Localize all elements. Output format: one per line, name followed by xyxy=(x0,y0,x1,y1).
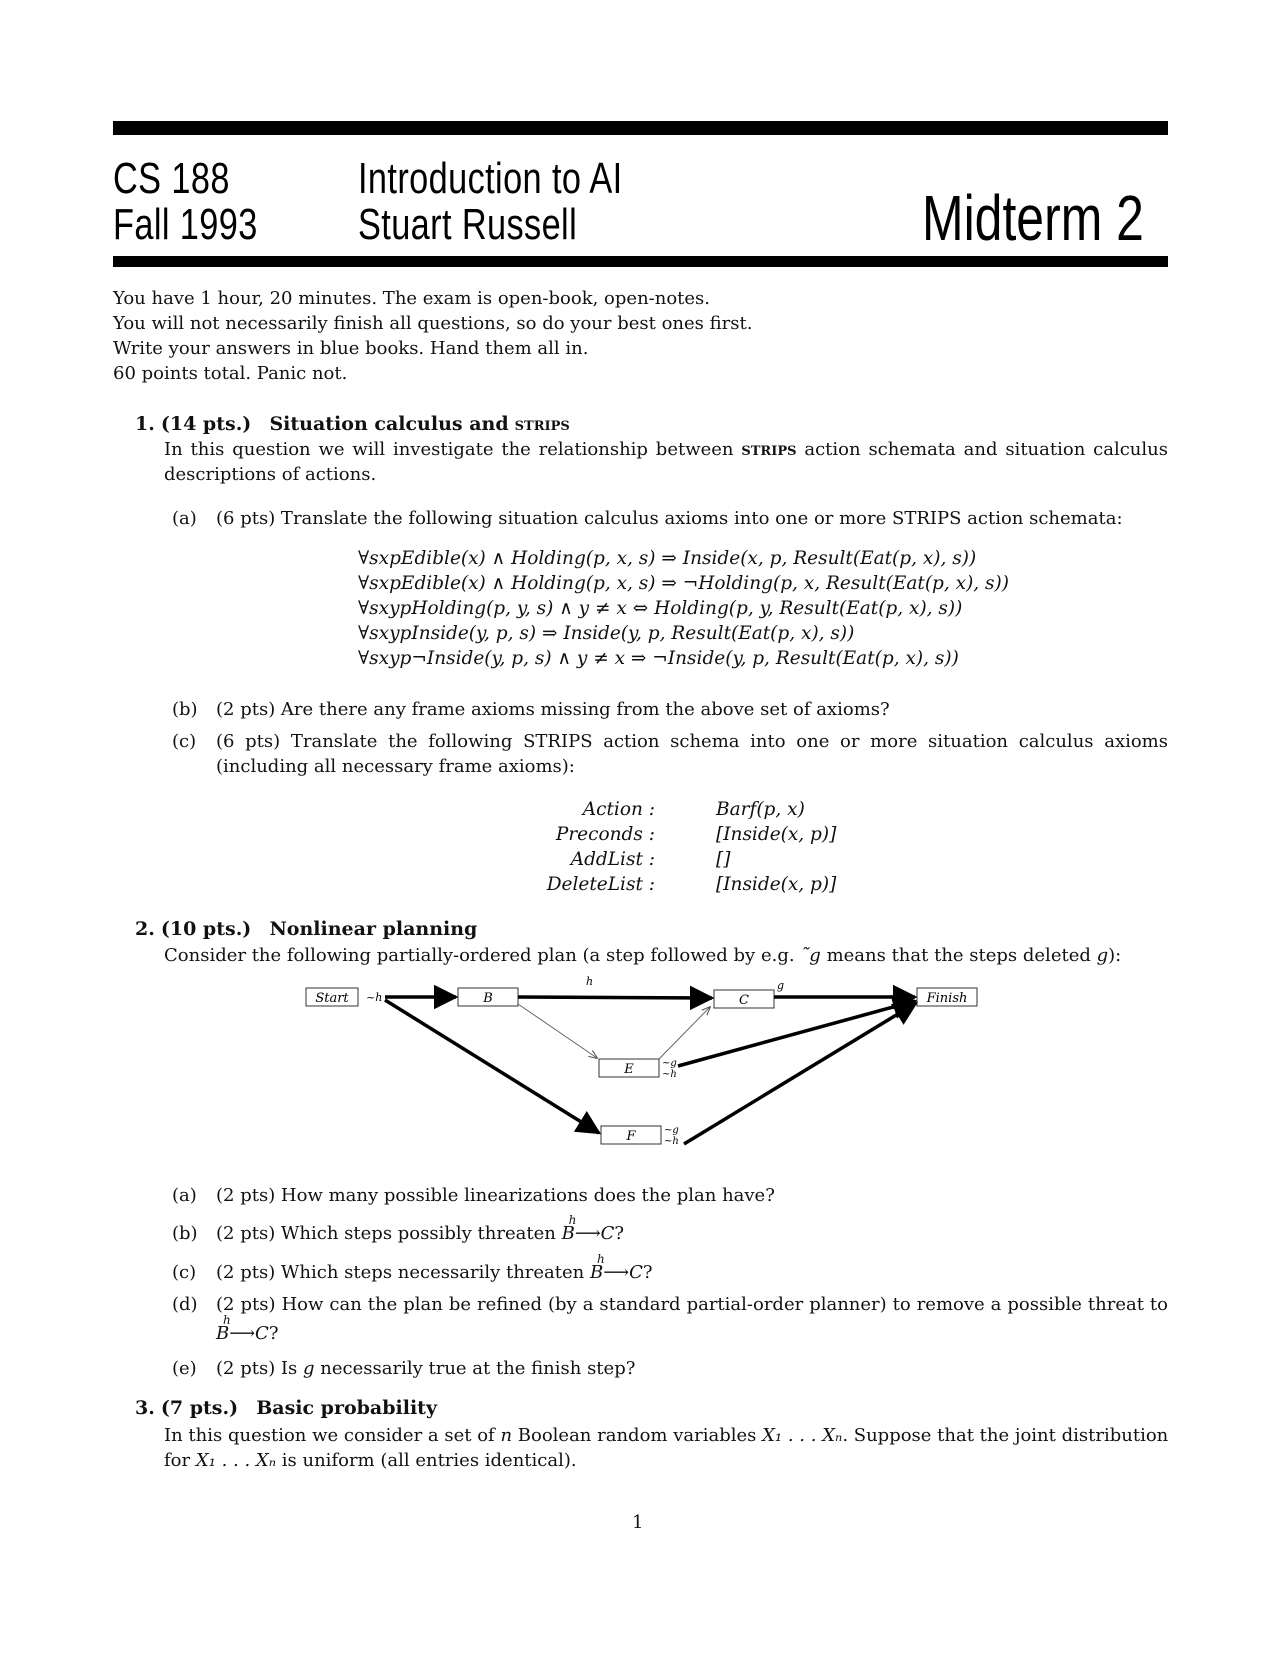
part-text xyxy=(216,1213,625,1246)
intro-text: . Suppose that the joint distribution xyxy=(842,1425,1169,1446)
part-text: (6 pts) Translate the following situation calculus axioms into one or more STRIPS action schemata: xyxy=(216,508,1123,529)
node-label: Start xyxy=(315,991,349,1006)
delete-label: ~h xyxy=(662,1069,677,1080)
question-points: (14 pts.) xyxy=(160,413,252,435)
plan-node-c xyxy=(714,990,774,1008)
schema-key: DeleteList : xyxy=(546,874,655,895)
page-number: 1 xyxy=(632,1512,644,1533)
link-from: B xyxy=(561,1223,575,1244)
schema-key: Preconds : xyxy=(555,824,655,845)
edge-f-finish xyxy=(684,1003,916,1144)
instruction-line: You will not necessarily finish all questions, so do your best ones first. xyxy=(113,313,753,334)
question-number: 1. xyxy=(135,413,155,435)
part-text-post: ? xyxy=(614,1223,625,1244)
schema-value: [] xyxy=(716,849,731,870)
plan-node-finish xyxy=(917,988,977,1006)
intro-strips: strips xyxy=(741,439,797,460)
link-condition: h xyxy=(597,1252,605,1266)
node-label: Finish xyxy=(926,991,968,1006)
link-condition: h xyxy=(223,1313,231,1327)
part-label: (b) xyxy=(172,1223,198,1244)
question-number: 2. xyxy=(135,918,155,940)
node-label: E xyxy=(624,1062,634,1077)
part-text-post: necessarily true at the finish step? xyxy=(320,1358,636,1379)
edge-start-f xyxy=(385,1000,599,1133)
part-label: (d) xyxy=(172,1294,198,1315)
part-label: (b) xyxy=(172,699,198,720)
link-from: B xyxy=(590,1262,604,1283)
link-condition: h xyxy=(568,1213,577,1227)
part-text-post: ? xyxy=(268,1323,279,1344)
axiom-line: ∀sxypInside(y, p, s) ⇒ Inside(y, p, Result(Eat(p, x), s)) xyxy=(358,623,855,644)
question-2a xyxy=(172,1183,1168,1208)
node-label: B xyxy=(483,991,493,1006)
part-text-pre: (2 pts) How can the plan be refined (by a standard partial-order planner) to remove a possible threat to xyxy=(216,1294,1168,1315)
part-label: (c) xyxy=(172,1262,197,1283)
node-label: C xyxy=(739,993,749,1008)
intro-variables: X₁ . . . Xₙ xyxy=(762,1425,843,1446)
intro-text: for xyxy=(164,1450,191,1471)
causal-link: B h ⟶C xyxy=(562,1221,615,1246)
schema-value: [Inside(x, p)] xyxy=(716,874,837,895)
part-text-post: ? xyxy=(642,1262,653,1283)
course-title: Introduction to AI xyxy=(358,154,623,203)
causal-link: B h ⟶C xyxy=(216,1321,269,1346)
course-number: CS 188 xyxy=(113,154,230,203)
part-text xyxy=(216,1252,653,1285)
instruction-line: You have 1 hour, 20 minutes. The exam is open-book, open-notes. xyxy=(113,288,711,309)
schema-value: [Inside(x, p)] xyxy=(716,824,837,845)
edge-e-finish xyxy=(678,1001,915,1066)
schema-key: AddList : xyxy=(570,849,655,870)
course-term: Fall 1993 xyxy=(113,200,258,249)
plan-node-f xyxy=(601,1126,661,1144)
plan-node-start xyxy=(306,988,358,1006)
link-to: C xyxy=(600,1223,615,1244)
part-text-pre: (2 pts) Which steps possibly threaten xyxy=(216,1223,556,1244)
intro-line xyxy=(164,1423,1168,1448)
part-text xyxy=(216,1356,635,1381)
intro-text: In this question we will investigate the relationship between xyxy=(164,439,734,460)
question-2d xyxy=(172,1292,1168,1342)
question-number: 3. xyxy=(135,1397,155,1419)
part-label: (e) xyxy=(172,1358,197,1379)
intro-text: Boolean random variables xyxy=(517,1425,757,1446)
intro-text: In this question we consider a set of xyxy=(164,1425,495,1446)
schema-key: Action : xyxy=(582,799,655,820)
part-text: (6 pts) Translate the following STRIPS action schema into one or more situation calculus axioms (including all necessary frame axioms): xyxy=(216,731,1168,777)
question-title-strips: strips xyxy=(514,413,570,435)
delete-label: ~h xyxy=(664,1136,679,1147)
question-2c xyxy=(172,1252,1168,1285)
question-points: (10 pts.) xyxy=(160,918,252,940)
part-text: (2 pts) Are there any frame axioms missing from the above set of axioms? xyxy=(216,699,890,720)
link-to: C xyxy=(255,1323,269,1344)
instructor-name: Stuart Russell xyxy=(358,200,578,249)
delete-label: ~h xyxy=(366,991,383,1004)
intro-text: Consider the following partially-ordered plan (a step followed by e.g. xyxy=(164,945,795,966)
intro-text: is uniform (all entries identical). xyxy=(281,1450,577,1471)
schema-value: Barf(p, x) xyxy=(716,799,805,820)
instruction-line: Write your answers in blue books. Hand them all in. xyxy=(113,338,589,359)
causal-link: B h ⟶C xyxy=(590,1260,643,1285)
part-text: (2 pts) How many possible linearizations does the plan have? xyxy=(216,1185,775,1206)
part-text-pre: (2 pts) Is xyxy=(216,1358,298,1379)
question-points: (7 pts.) xyxy=(160,1397,239,1419)
part-text-pre: (2 pts) Which steps necessarily threaten xyxy=(216,1262,585,1283)
question-3-heading xyxy=(135,1397,437,1419)
part-label: (a) xyxy=(172,508,197,529)
instruction-line: 60 points total. Panic not. xyxy=(113,363,348,384)
question-2b xyxy=(172,1213,1168,1246)
part-text xyxy=(216,1292,1168,1346)
intro-symbol: ˜g xyxy=(800,945,821,966)
axiom-line: ∀sxypHolding(p, y, s) ∧ y ≠ x ⇔ Holding(p, y, Result(Eat(p, x), s)) xyxy=(358,598,963,619)
part-label: (a) xyxy=(172,1185,197,1206)
intro-line xyxy=(164,1448,1168,1473)
intro-text: means that the steps deleted xyxy=(826,945,1091,966)
edge-e-c xyxy=(659,1007,710,1059)
question-title: Nonlinear planning xyxy=(269,918,478,940)
delete-label: ~g xyxy=(662,1058,677,1069)
axiom-line: ∀sxpEdible(x) ∧ Holding(p, x, s) ⇒ Inside(x, p, Result(Eat(p, x), s)) xyxy=(358,548,977,569)
node-label: F xyxy=(626,1129,636,1144)
plan-node-e xyxy=(599,1059,659,1077)
part-label: (c) xyxy=(172,731,197,752)
link-label: g xyxy=(777,979,785,992)
exam-title: Midterm 2 xyxy=(922,182,1144,254)
edge-b-e xyxy=(518,1004,597,1058)
axiom-line: ∀sxyp¬Inside(y, p, s) ∧ y ≠ x ⇒ ¬Inside(y, p, Result(Eat(p, x), s)) xyxy=(358,648,959,669)
question-2e xyxy=(172,1356,1168,1381)
question-3-intro xyxy=(164,1423,1168,1473)
edge-b-c xyxy=(518,997,712,998)
link-from: B xyxy=(216,1323,230,1344)
link-to: C xyxy=(629,1262,643,1283)
intro-variables: X₁ . . . Xₙ xyxy=(195,1450,277,1471)
question-title: Basic probability xyxy=(256,1397,437,1419)
plan-node-b xyxy=(458,988,518,1006)
link-label: h xyxy=(586,975,594,988)
intro-text: action schemata and situation calculus descriptions of actions. xyxy=(164,439,1168,485)
question-title: Situation calculus and xyxy=(269,413,509,435)
delete-label: ~g xyxy=(664,1125,679,1136)
part-symbol: g xyxy=(303,1358,315,1379)
intro-symbol: n xyxy=(500,1425,513,1446)
intro-symbol: g xyxy=(1096,945,1109,966)
axiom-line: ∀sxpEdible(x) ∧ Holding(p, x, s) ⇒ ¬Holding(p, x, Result(Eat(p, x), s)) xyxy=(358,573,1009,594)
intro-text: ): xyxy=(1108,945,1122,966)
